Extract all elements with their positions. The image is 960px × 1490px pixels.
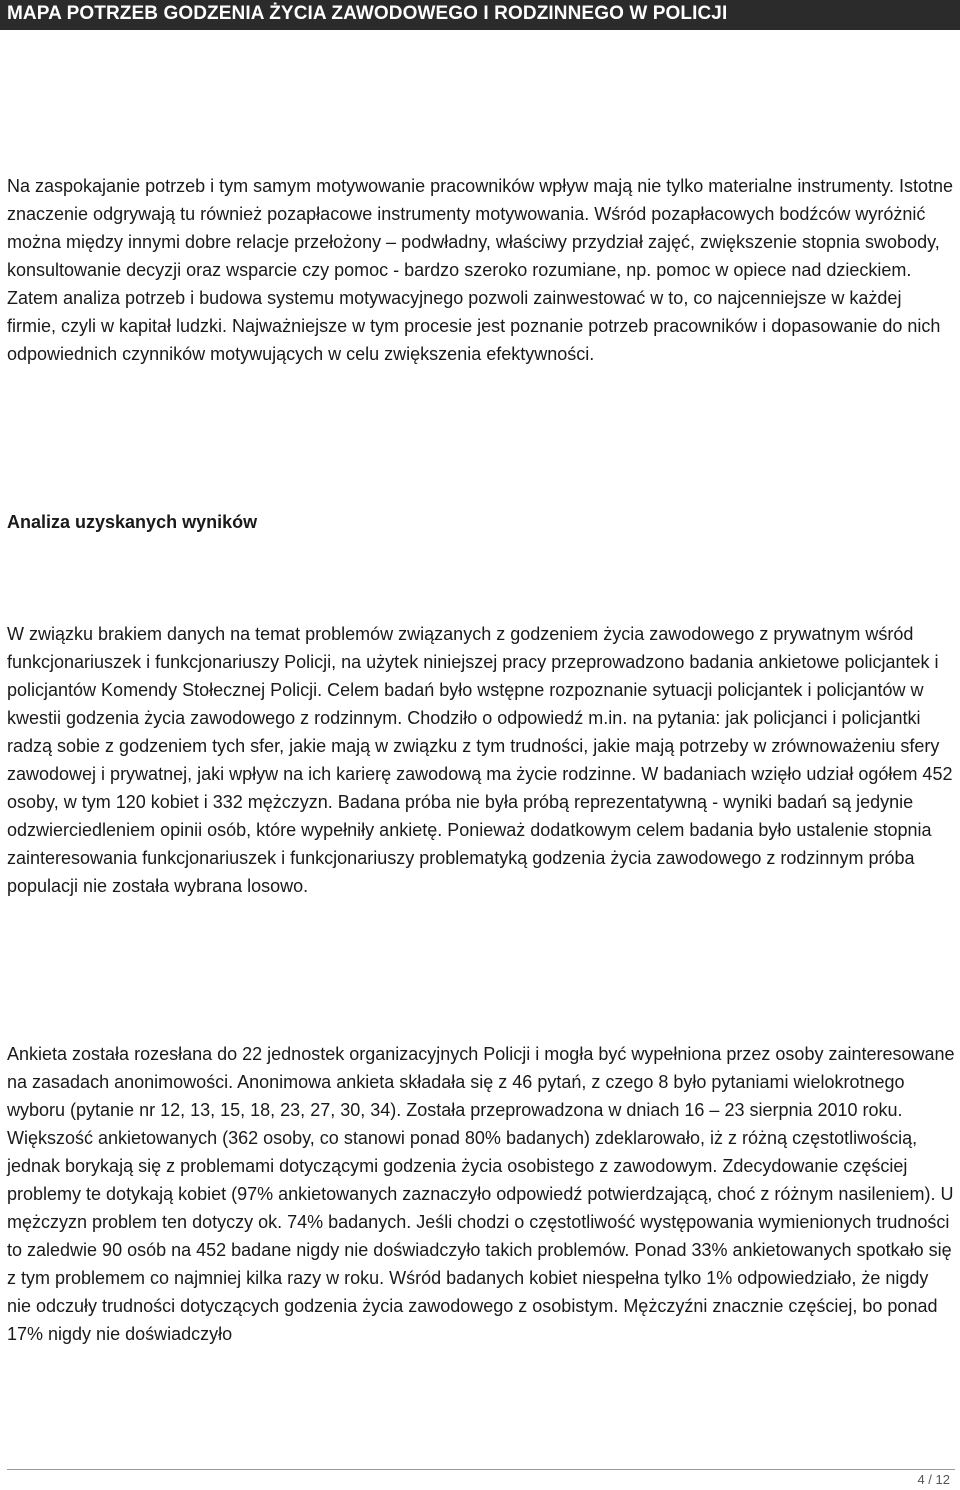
body-paragraph-survey-purpose: W związku brakiem danych na temat problemów związanych z godzeniem życia zawodowego z prywatnym wśród funkcjonariuszek i funkcjonariuszy Policji, na użytek niniejszej pracy przeprowadzono badania ankietowe policjantek i policjantów Komendy Stołecznej Policji. Celem badań było wstępne rozpoznanie sytuacji policjantek i policjantów w kwestii godzenia życia zawodowego z rodzinnym. Chodziło o odpowiedź m.in. na pytania: jak policjanci i policjantki radzą sobie z godzeniem tych sfer, jakie mają w związku z tym trudności, jakie mają potrzeby w zrównoważeniu sfery zawodowej i prywatnej, jaki wpływ na ich karierę zawodową ma życie rodzinne. W badaniach wzięło udział ogółem 452 osoby, w tym 120 kobiet i 332 mężczyzn. Badana próba nie była próbą reprezentatywną - wyniki badań są jedynie odzwierciedleniem opinii osób, które wypełniły ankietę. Ponieważ dodatkowym celem badania było ustalenie stopnia zainteresowania funkcjonariuszek i funkcjonariuszy problematyką godzenia życia zawodowego z rodzinnym próba populacji nie została wybrana losowo. [7,624,953,896]
section-heading: Analiza uzyskanych wyników [7,512,258,532]
body-paragraph-survey-results: Ankieta została rozesłana do 22 jednostek organizacyjnych Policji i mogła być wypełniona przez osoby zainteresowane na zasadach anonimowości. Anonimowa ankieta składała się z 46 pytań, z czego 8 było pytaniami wielokrotnego wyboru (pytanie nr 12, 13, 15, 18, 23, 27, 30, 34). Została przeprowadzona w dniach 16 – 23 sierpnia 2010 roku. Większość ankietowanych (362 osoby, co stanowi ponad 80% badanych) zdeklarowało, iż z różną częstotliwością, jednak borykają się z problemami dotyczącymi godzenia życia osobistego z zawodowym. Zdecydowanie częściej problemy te dotykają kobiet (97% ankietowanych zaznaczyło odpowiedź potwierdzającą, choć z różnym nasileniem). U mężczyzn problem ten dotyczy ok. 74% badanych. Jeśli chodzi o częstotliwość występowania wymienionych trudności to zaledwie 90 osób na 452 badane nigdy nie doświadczyło takich problemów. Ponad 33% ankietowanych spotkało się z tym problemem co najmniej kilka razy w roku. Wśród badanych kobiet niespełna tylko 1% odpowiedziało, że nigdy nie odczuły trudności dotyczących godzenia życia zawodowego z osobistym. Mężczyźni znacznie częściej, bo ponad 17% nigdy nie doświadczyło [7,1044,955,1344]
footer-divider [7,1469,955,1470]
document-title: MAPA POTRZEB GODZENIA ŻYCIA ZAWODOWEGO I RODZINNEGO W POLICJI [7,3,728,24]
body-paragraph-motivation: Na zaspokajanie potrzeb i tym samym motywowanie pracowników wpływ mają nie tylko materialne instrumenty. Istotne znaczenie odgrywają tu również pozapłacowe instrumenty motywowania. Wśród pozapłacowych bodźców wyróżnić można między innymi dobre relacje przełożony – podwładny, właściwy przydział zajęć, zwiększenie stopnia swobody, konsultowanie decyzji oraz wsparcie czy pomoc - bardzo szeroko rozumiane, np. pomoc w opiece nad dzieckiem. Zatem analiza potrzeb i budowa systemu motywacyjnego pozwoli zainwestować w to, co najcenniejsze w każdej firmie, czyli w kapitał ludzki. Najważniejsze w tym procesie jest poznanie potrzeb pracowników i dopasowanie do nich odpowiednich czynników motywujących w celu zwiększenia efektywności. [7,176,954,364]
document-header-bar [0,0,960,30]
page-number: 4 / 12 [917,1472,950,1487]
